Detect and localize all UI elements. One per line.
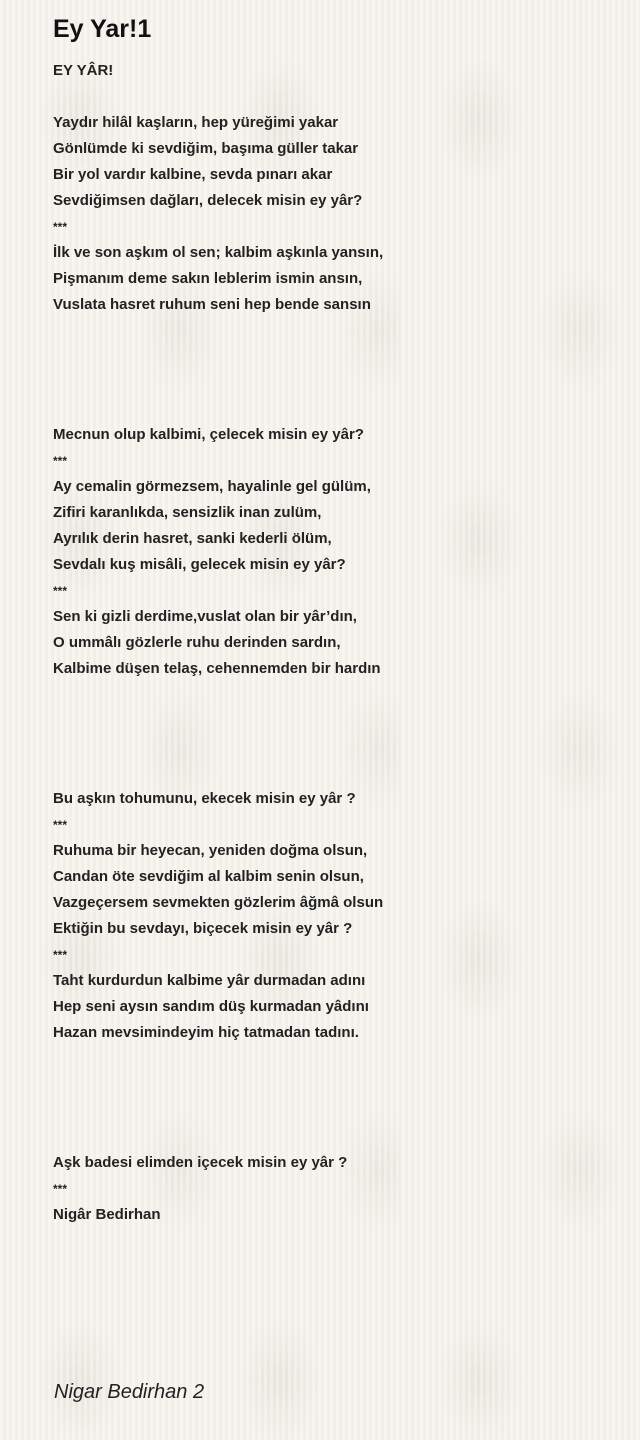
poet-signature: Nigar Bedirhan 2 — [54, 1381, 205, 1403]
poem-line: Sen ki gizli derdime,vuslat olan bir yâr’dın, — [53, 608, 357, 625]
poem-line: Gönlümde ki sevdiğim, başıma güller takar — [53, 140, 359, 157]
poem-line: İlk ve son aşkım ol sen; kalbim aşkınla yansın, — [53, 244, 384, 261]
poem-line — [53, 318, 613, 344]
stanza-separator: *** — [53, 1182, 68, 1196]
poem-line — [53, 1072, 613, 1098]
poem-line: Hep seni aysın sandım düş kurmadan yâdını — [53, 998, 369, 1015]
poem-line: Zifiri karanlıkda, sensizlik inan zulüm, — [53, 504, 322, 521]
stanza-separator: *** — [53, 948, 68, 962]
stanza-separator: *** — [53, 584, 68, 598]
poem-line — [53, 760, 613, 786]
poem-line: Vazgeçersem sevmekten gözlerim âğmâ olsun — [53, 894, 384, 911]
poem-body — [53, 58, 613, 1228]
poem-line: Candan öte sevdiğim al kalbim senin olsun, — [53, 868, 364, 885]
poem-line: Bu aşkın tohumunu, ekecek misin ey yâr ? — [53, 790, 356, 807]
stanza-separator: *** — [53, 818, 68, 832]
poem-title: Ey Yar!1 — [53, 15, 152, 43]
poem-line: Sevdiğimsen dağları, delecek misin ey yâr? — [53, 192, 363, 209]
poem-line — [53, 1098, 613, 1124]
poem-line: EY YÂR! — [53, 62, 114, 79]
poem-line: Yaydır hilâl kaşların, hep yüreğimi yakar — [53, 114, 339, 131]
poem-line: Ay cemalin görmezsem, hayalinle gel gülüm, — [53, 478, 371, 495]
poem-line: Taht kurdurdun kalbime yâr durmadan adını — [53, 972, 366, 989]
poem-line — [53, 396, 613, 422]
stanza-separator: *** — [53, 220, 68, 234]
poem-line: Ektiğin bu sevdayı, biçecek misin ey yâr ? — [53, 920, 353, 937]
poem-line — [53, 1124, 613, 1150]
poem-line: Mecnun olup kalbimi, çelecek misin ey yâr? — [53, 426, 364, 443]
poem-line: Hazan mevsimindeyim hiç tatmadan tadını. — [53, 1024, 359, 1041]
poem-line — [53, 708, 613, 734]
poem-line: O ummâlı gözlerle ruhu derinden sardın, — [53, 634, 341, 651]
poem-line: Pişmanım deme sakın leblerim ismin ansın, — [53, 270, 363, 287]
poem-line: Kalbime düşen telaş, cehennemden bir hardın — [53, 660, 381, 677]
poem-line — [53, 682, 613, 708]
poem-container — [53, 14, 613, 1228]
poem-line: Aşk badesi elimden içecek misin ey yâr ? — [53, 1154, 348, 1171]
poem-line — [53, 344, 613, 370]
stanza-separator: *** — [53, 454, 68, 468]
poem-line — [53, 84, 613, 110]
poem-line: Vuslata hasret ruhum seni hep bende sansın — [53, 296, 371, 313]
poem-line: Bir yol vardır kalbine, sevda pınarı akar — [53, 166, 333, 183]
poem-line: Sevdalı kuş misâli, gelecek misin ey yâr? — [53, 556, 346, 573]
poem-line: Ruhuma bir heyecan, yeniden doğma olsun, — [53, 842, 368, 859]
poem-line — [53, 370, 613, 396]
poem-line: Ayrılık derin hasret, sanki kederli ölüm, — [53, 530, 332, 547]
poem-line — [53, 734, 613, 760]
poem-author: Nigâr Bedirhan — [53, 1206, 161, 1223]
poem-line — [53, 1046, 613, 1072]
